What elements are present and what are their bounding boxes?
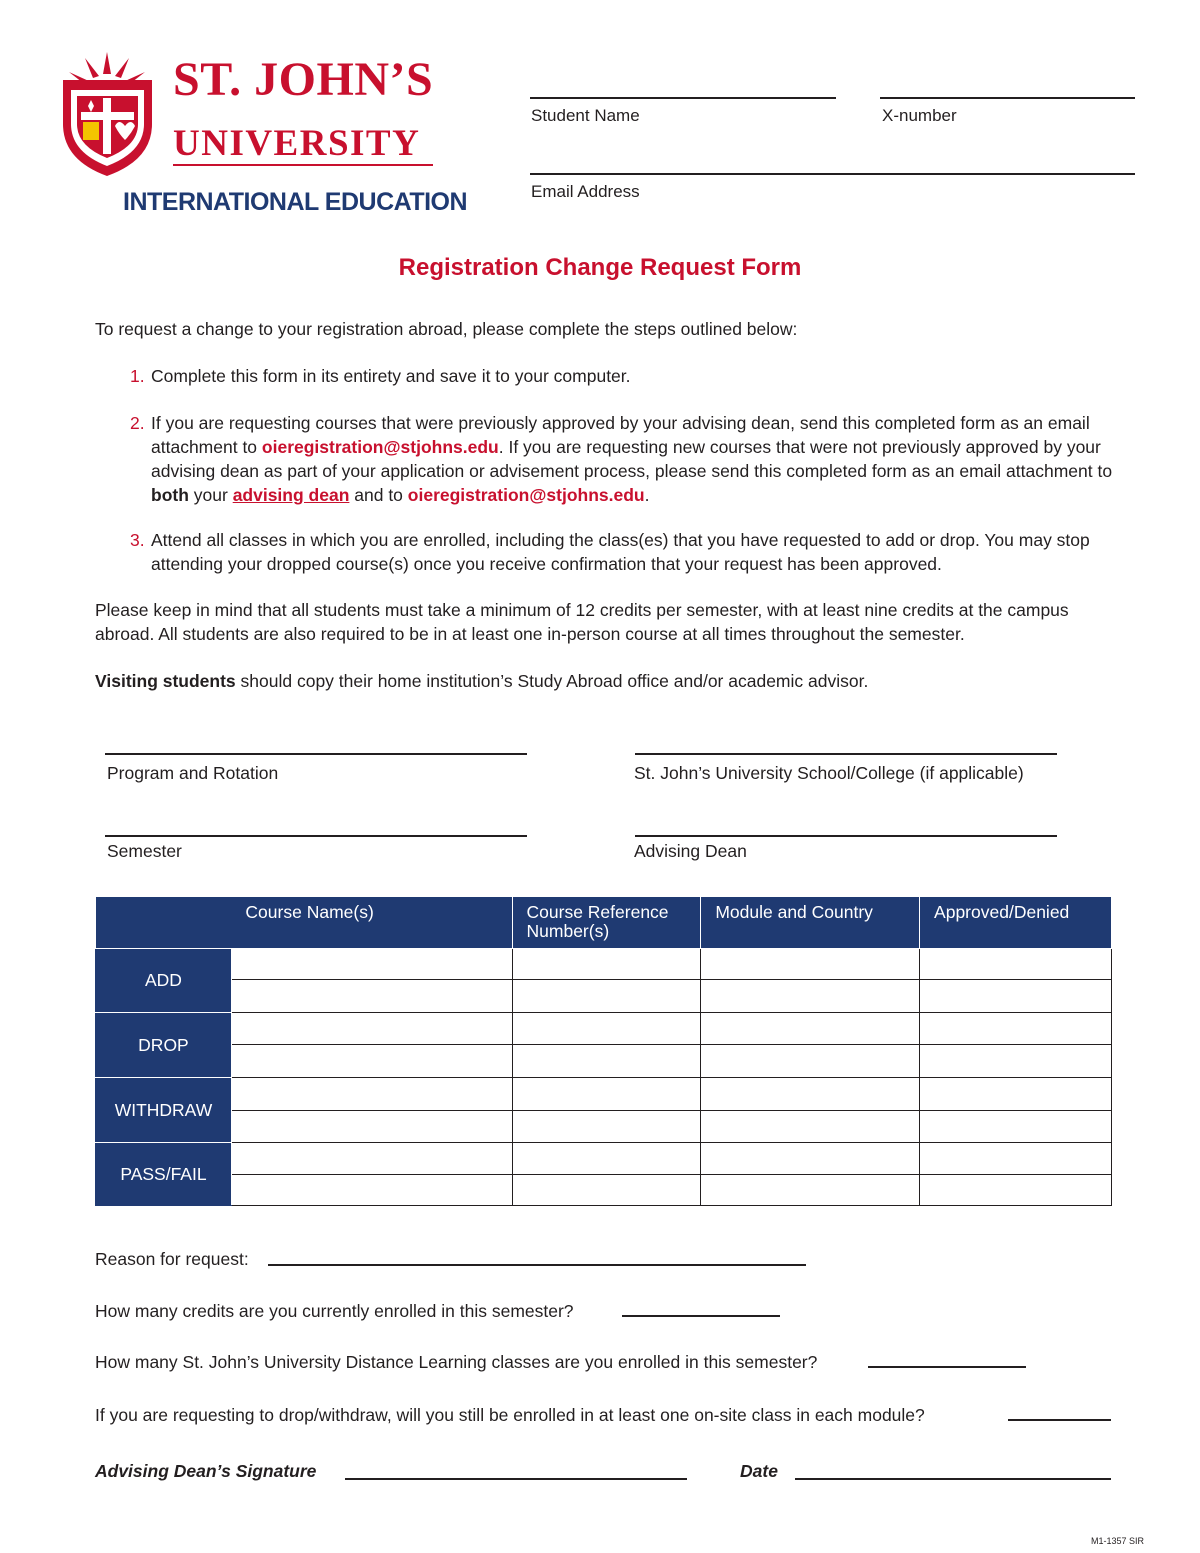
table-cell[interactable] <box>701 1078 920 1111</box>
table-cell[interactable] <box>701 1175 920 1206</box>
table-row <box>96 1078 1112 1111</box>
advising-dean-link[interactable]: advising dean <box>232 485 350 505</box>
table-cell[interactable] <box>920 1045 1112 1078</box>
date-line[interactable] <box>795 1478 1111 1480</box>
university-logo <box>55 50 475 220</box>
table-cell[interactable] <box>920 1175 1112 1206</box>
table-row <box>96 1111 1112 1143</box>
step-2-part-5: . <box>644 485 650 505</box>
step-2-part-4: and to <box>349 485 408 505</box>
semester-label: Semester <box>107 841 182 861</box>
table-cell[interactable] <box>231 1143 512 1175</box>
table-cell[interactable] <box>920 980 1112 1013</box>
step-3-number: 3. <box>130 530 145 550</box>
table-header-row <box>96 897 1112 949</box>
onsite-line[interactable] <box>1008 1419 1111 1421</box>
step-2-part-3: your <box>188 485 233 505</box>
step-1-number: 1. <box>130 366 145 386</box>
step-2-both: both <box>151 485 189 505</box>
table-row <box>96 1143 1112 1175</box>
logo-line-3: INTERNATIONAL EDUCATION <box>123 188 468 216</box>
x-number-line[interactable] <box>880 97 1135 99</box>
email-link-2[interactable]: oieregistration@stjohns.edu <box>407 485 645 505</box>
row-label-add: ADD <box>96 949 232 1013</box>
credit-note: Please keep in mind that all students must take a minimum of 12 credits per semester, with at least nine credits at the campus abroad. All students are also required to be in at least one in-person course at all times throughout the semester. <box>95 600 1069 644</box>
logo-divider <box>173 164 433 166</box>
table-cell[interactable] <box>231 1045 512 1078</box>
table-cell[interactable] <box>920 949 1112 980</box>
row-label-pass-fail: PASS/FAIL <box>96 1143 232 1206</box>
table-cell[interactable] <box>920 1111 1112 1143</box>
date-label: Date <box>740 1461 778 1481</box>
school-line[interactable] <box>635 753 1057 755</box>
dean-label: Advising Dean <box>634 841 747 861</box>
course-change-table <box>95 896 1112 1206</box>
step-2-number: 2. <box>130 413 145 433</box>
header-module-country: Module and Country <box>701 897 920 949</box>
table-row <box>96 1045 1112 1078</box>
dean-line[interactable] <box>635 835 1057 837</box>
table-row <box>96 949 1112 980</box>
header-approved-denied: Approved/Denied <box>920 897 1112 949</box>
reason-line[interactable] <box>268 1264 806 1266</box>
credits-line[interactable] <box>622 1315 780 1317</box>
semester-line[interactable] <box>105 835 527 837</box>
table-cell[interactable] <box>701 1143 920 1175</box>
email-line[interactable] <box>530 173 1135 175</box>
table-cell[interactable] <box>920 1013 1112 1045</box>
onsite-question: If you are requesting to drop/withdraw, will you still be enrolled in at least one on-site class in each module? <box>95 1405 925 1425</box>
email-link-1[interactable]: oieregistration@stjohns.edu <box>261 437 499 457</box>
table-cell[interactable] <box>512 1078 701 1111</box>
table-cell[interactable] <box>701 949 920 980</box>
table-cell[interactable] <box>920 1078 1112 1111</box>
reason-label: Reason for request: <box>95 1249 249 1269</box>
logo-line-2: UNIVERSITY <box>173 123 421 164</box>
header-blank <box>96 897 232 949</box>
table-row <box>96 1175 1112 1206</box>
header-course-name: Course Name(s) <box>231 897 512 949</box>
step-3-text: Attend all classes in which you are enrolled, including the class(es) that you have requested to add or drop. You may stop attending your dropped course(s) once you receive confirmation that your request has been approved. <box>151 530 1090 574</box>
student-name-label: Student Name <box>531 106 640 125</box>
student-name-line[interactable] <box>530 97 836 99</box>
visiting-bold: Visiting students <box>95 671 236 691</box>
school-label: St. John’s University School/College (if applicable) <box>634 763 1024 783</box>
distance-question: How many St. John’s University Distance Learning classes are you enrolled in this semester? <box>95 1352 818 1372</box>
table-cell[interactable] <box>512 949 701 980</box>
table-row <box>96 1013 1112 1045</box>
table-cell[interactable] <box>231 949 512 980</box>
step-2-part-1: If you are requesting courses that were previously approved by your advising dean, send this completed form as an email attachment to <box>151 413 1090 457</box>
table-cell[interactable] <box>231 1111 512 1143</box>
table-cell[interactable] <box>231 1175 512 1206</box>
signature-label: Advising Dean’s Signature <box>95 1461 317 1481</box>
program-label: Program and Rotation <box>107 763 279 783</box>
university-seal-icon <box>55 50 160 180</box>
row-label-drop: DROP <box>96 1013 232 1078</box>
table-cell[interactable] <box>512 1045 701 1078</box>
step-1-text: Complete this form in its entirety and save it to your computer. <box>151 366 631 386</box>
table-row <box>96 980 1112 1013</box>
distance-line[interactable] <box>868 1366 1026 1368</box>
table-cell[interactable] <box>701 1111 920 1143</box>
step-2 <box>130 411 1115 507</box>
logo-line-1: ST. JOHN’S <box>173 53 434 106</box>
step-3 <box>130 528 1115 576</box>
table-cell[interactable] <box>701 980 920 1013</box>
program-line[interactable] <box>105 753 527 755</box>
table-cell[interactable] <box>512 980 701 1013</box>
page-title: Registration Change Request Form <box>398 254 802 281</box>
table-cell[interactable] <box>701 1013 920 1045</box>
table-cell[interactable] <box>920 1143 1112 1175</box>
table-cell[interactable] <box>231 1078 512 1111</box>
signature-line[interactable] <box>345 1478 687 1480</box>
credits-question: How many credits are you currently enrolled in this semester? <box>95 1301 574 1321</box>
table-cell[interactable] <box>512 1013 701 1045</box>
visiting-note <box>95 669 1115 693</box>
table-cell[interactable] <box>512 1175 701 1206</box>
form-code: M1-1357 SIR <box>1091 1536 1145 1546</box>
table-cell[interactable] <box>512 1143 701 1175</box>
header-course-ref: Course Reference Number(s) <box>512 897 701 949</box>
table-cell[interactable] <box>512 1111 701 1143</box>
table-cell[interactable] <box>231 1013 512 1045</box>
row-label-withdraw: WITHDRAW <box>96 1078 232 1143</box>
step-2-text <box>151 411 1115 507</box>
intro-text: To request a change to your registration abroad, please complete the steps outlined below: <box>95 319 798 339</box>
table-cell[interactable] <box>231 980 512 1013</box>
visiting-rest: should copy their home institution’s Study Abroad office and/or academic advisor. <box>235 671 869 691</box>
step-1 <box>130 364 1115 388</box>
email-label: Email Address <box>531 182 640 201</box>
x-number-label: X-number <box>882 106 957 125</box>
step-2-part-2: . If you are requesting new courses that were not previously approved by your advising dean as part of your application or advisement process, please send this completed form as an email attachment to <box>151 437 1113 481</box>
table-cell[interactable] <box>701 1045 920 1078</box>
